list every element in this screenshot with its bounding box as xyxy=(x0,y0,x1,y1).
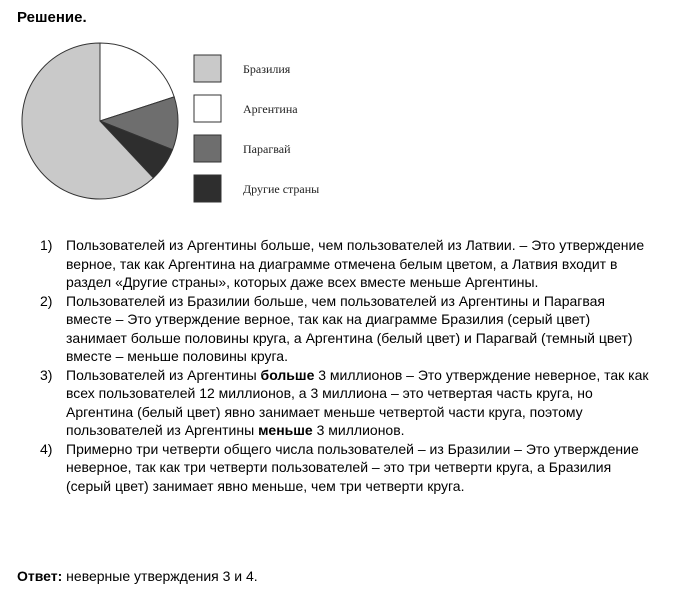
legend-label: Бразилия xyxy=(243,62,291,76)
solution-item xyxy=(40,366,652,440)
solution-item xyxy=(40,292,652,366)
legend-label: Парагвай xyxy=(243,142,291,156)
solution-item xyxy=(40,440,652,496)
legend-label: Аргентина xyxy=(243,102,298,116)
solution-item-number: 3) xyxy=(40,366,53,383)
legend-swatch xyxy=(194,95,221,122)
solution-text: Пользователей из Аргентины больше, чем пользователей из Латвии. – Это утверждение верное, так как Аргентина на диаграмме отмечена белым цветом, а Латвия входит в раздел «Другие страны», которых даже всех вместе меньше Аргентины. xyxy=(66,237,645,290)
solution-text: Пользователей из Аргентины xyxy=(66,366,261,383)
solution-item xyxy=(40,236,652,292)
solution-text: 3 миллионов – Это утверждение неверное, так как всех пользователей 12 миллионов, а 3 миллиона – это четвертая часть круга, но Аргентина (белый цвет) явно занимает меньше четвертой части круга, поэтому пользователей из Аргентины xyxy=(66,366,649,438)
solution-text: 3 миллионов. xyxy=(312,422,405,438)
solution-item-number: 1) xyxy=(40,237,53,253)
pie-chart xyxy=(20,40,360,220)
chart-legend xyxy=(194,55,319,202)
legend-swatch xyxy=(194,175,221,202)
answer-label: Ответ: xyxy=(17,568,63,584)
solution-item-number: 2) xyxy=(40,292,53,309)
emphasis-text: меньше xyxy=(258,422,313,438)
legend-swatch xyxy=(194,55,221,82)
answer-text: неверные утверждения 3 и 4. xyxy=(62,568,258,584)
legend-label: Другие страны xyxy=(243,182,320,196)
solution-heading: Решение. xyxy=(17,9,87,26)
pie-slices xyxy=(22,43,178,199)
answer-line xyxy=(17,567,258,585)
solution-text: Примерно три четверти общего числа пользователей – из Бразилии – Это утверждение неверное, так как три четверти пользователей – это три четверти круга, а Бразилия (серый цвет) занимает явно меньше, чем три четверти круга. xyxy=(66,440,639,494)
solution-list xyxy=(40,236,652,495)
emphasis-text: больше xyxy=(260,366,315,383)
legend-swatch xyxy=(194,135,221,162)
solution-text: Пользователей из Бразилии больше, чем пользователей из Аргентины и Парагвая вместе – Это утверждение верное, так как на диаграмме Бразилия (серый цвет) занимает больше половины круга, а Аргентина (белый цвет) и Парагвай (темный цвет) вместе – меньше половины круга. xyxy=(66,292,633,364)
solution-item-number: 4) xyxy=(40,440,53,457)
